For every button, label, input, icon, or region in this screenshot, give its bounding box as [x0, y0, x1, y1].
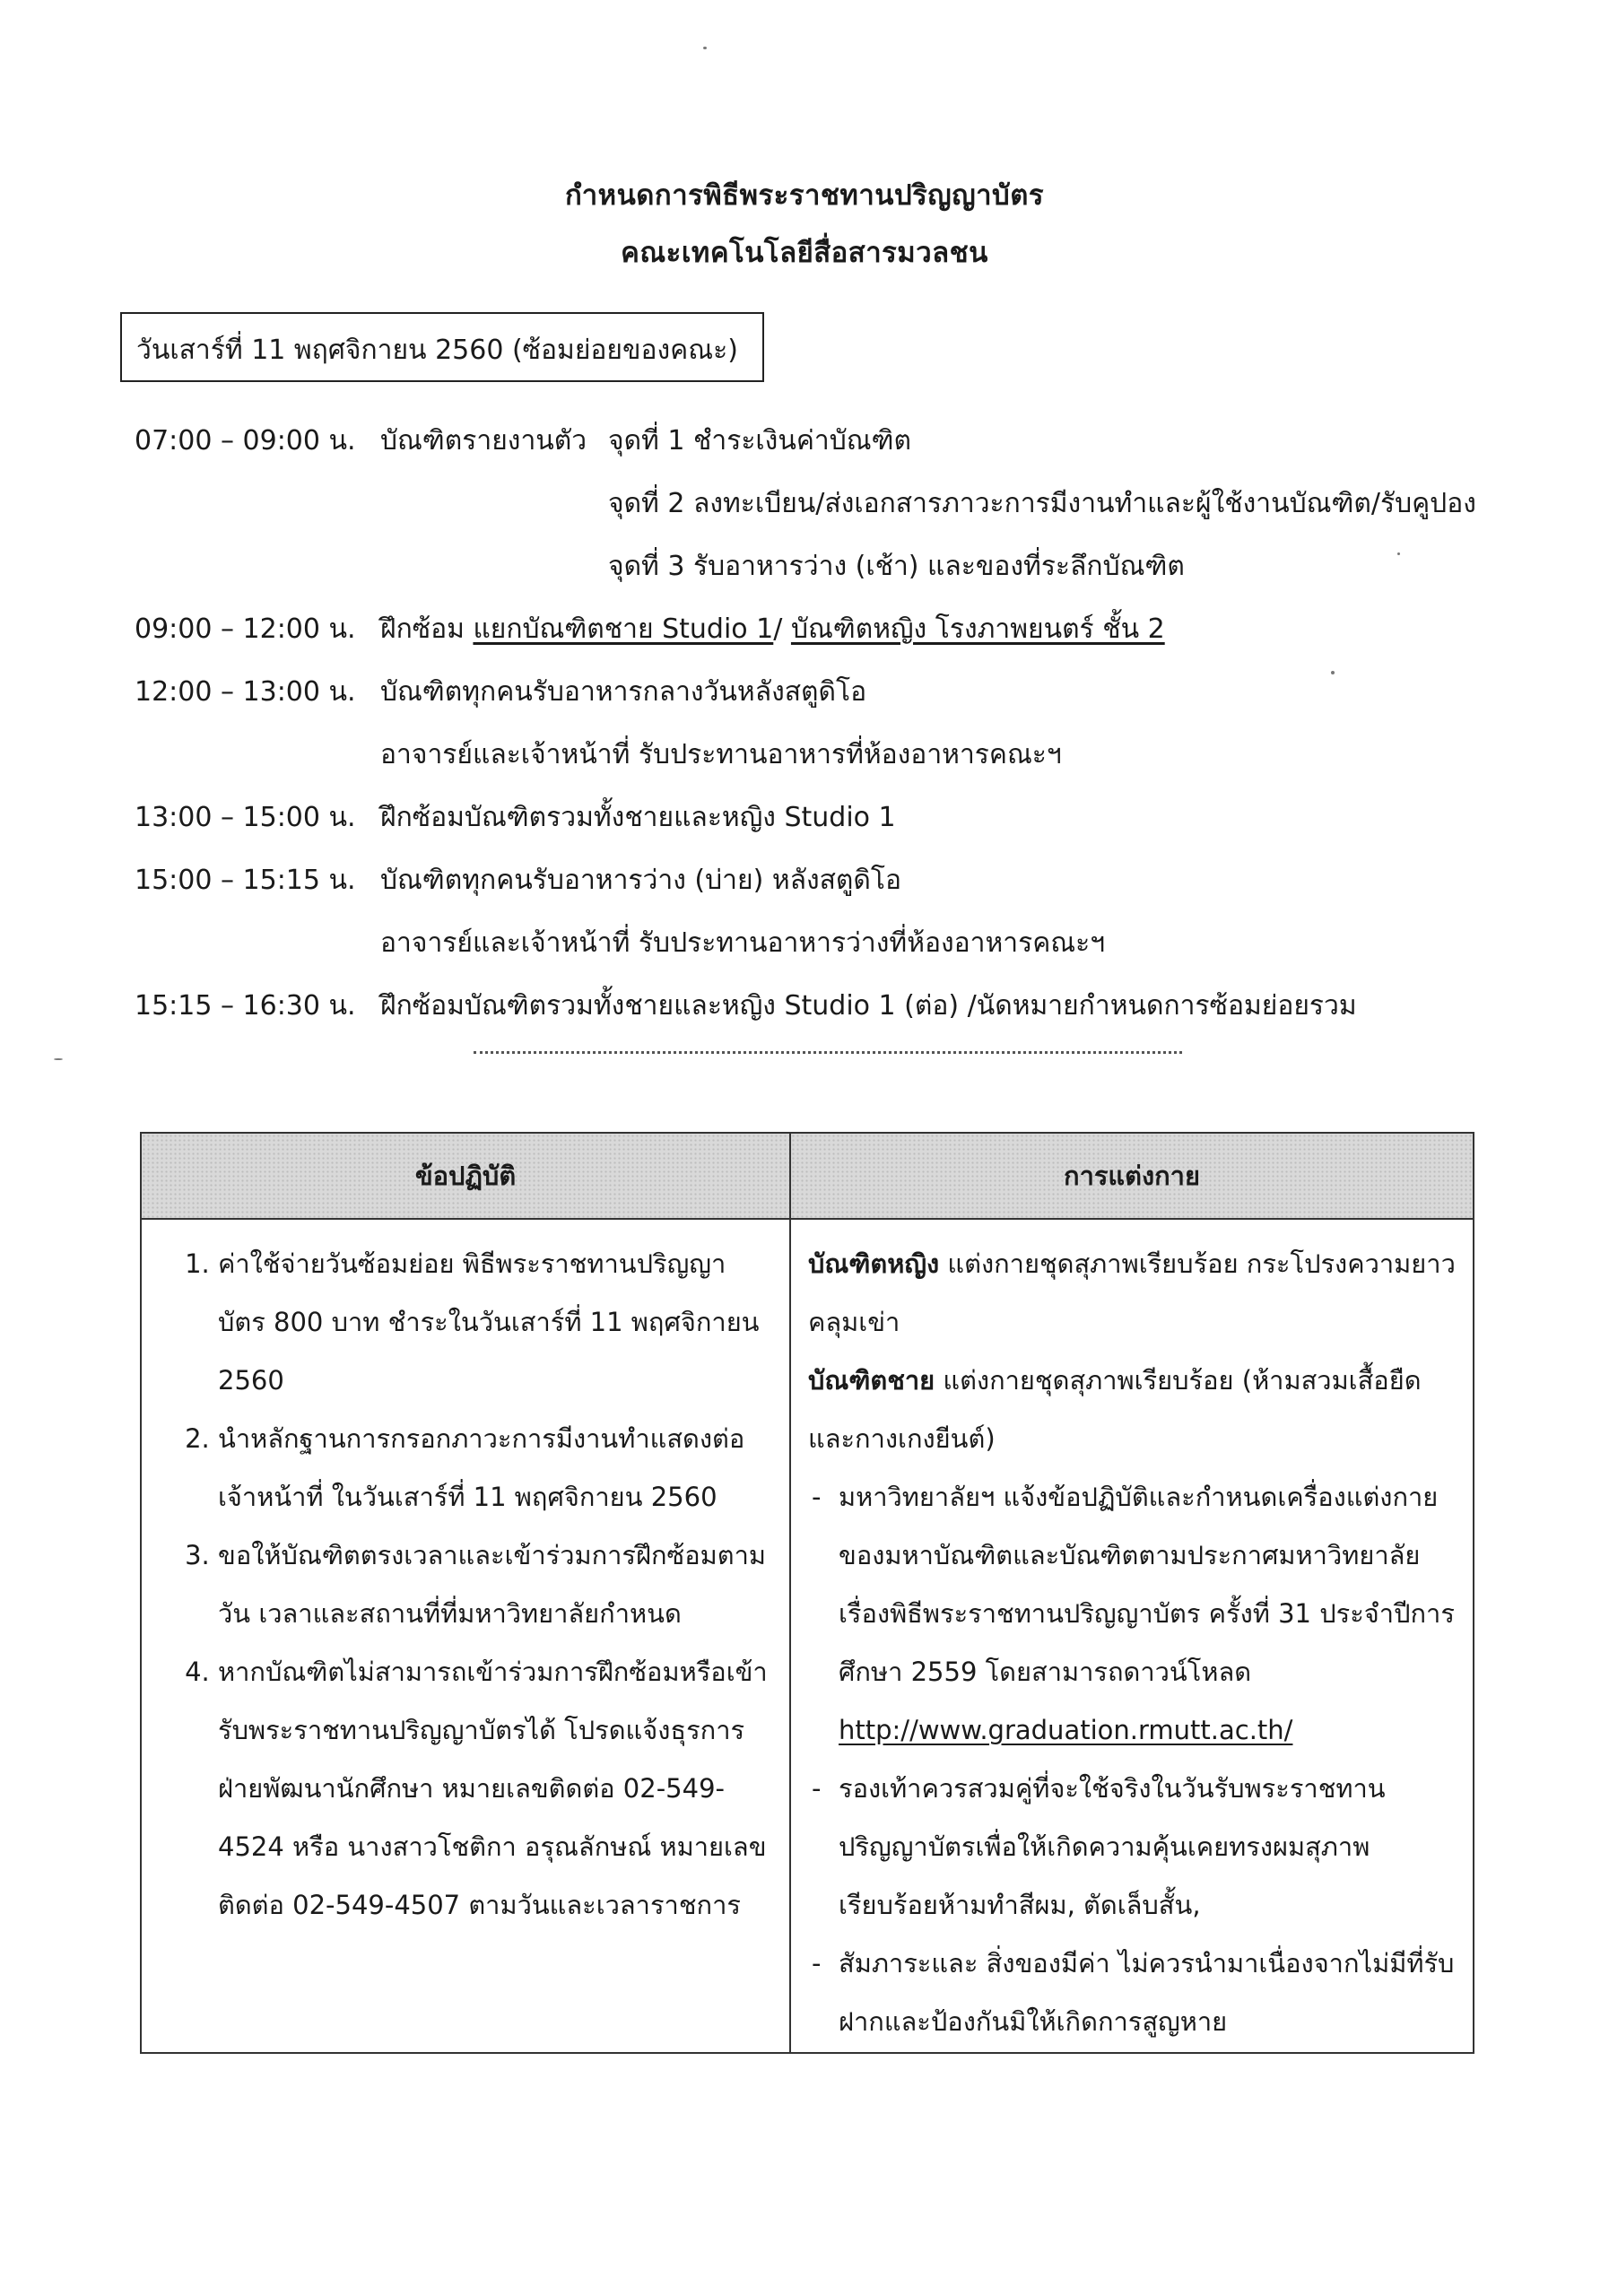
- schedule-row: [135, 420, 1534, 483]
- dress-note: - รองเท้าควรสวมคู่ที่จะใช้จริงในวันรับพระราชทานปริญญาบัตรเพื่อให้เกิดความคุ้นเคยทรงผมสุภาพเรียบร้อยห้ามทำสีผม, ตัดเล็บสั้น,: [808, 1760, 1456, 1935]
- desc-male-location: แยกบัณฑิตชาย Studio 1: [473, 613, 774, 645]
- schedule-desc: ฝึกซ้อมบัณฑิตรวมทั้งชายและหญิง Studio 1: [380, 802, 896, 833]
- schedule-row: [135, 483, 1534, 545]
- schedule-row: [135, 671, 1534, 734]
- document-title: กำหนดการพิธีพระราชทานปริญญาบัตร: [564, 179, 1044, 212]
- schedule-point: จุดที่ 2 ลงทะเบียน/ส่งเอกสารภาวะการมีงานทำและผู้ใช้งานบัณฑิต/รับคูปอง: [608, 488, 1476, 519]
- rules-cell-content: [143, 1221, 788, 1935]
- schedule-desc: บัณฑิตทุกคนรับอาหารว่าง (บ่าย) หลังสตูดิโอ: [380, 865, 902, 896]
- dress-note: - มหาวิทยาลัยฯ แจ้งข้อปฏิบัติและกำหนดเครื่องแต่งกายของมหาบัณฑิตและบัณฑิตตามประกาศมหาวิทยาลัยเรื่องพิธีพระราชทานปริญญาบัตร ครั้งที่ 31 ประจำปีการศึกษา 2559 โดยสามารถดาวน์โหลด: [808, 1468, 1456, 1701]
- header-dress: การแต่งกาย: [790, 1133, 1474, 1219]
- rules-table: [140, 1132, 1474, 2054]
- schedule-desc: บัณฑิตทุกคนรับอาหารกลางวันหลังสตูดิโอ: [380, 676, 867, 708]
- schedule-desc: อาจารย์และเจ้าหน้าที่ รับประทานอาหารที่ห้องอาหารคณะฯ: [380, 739, 1062, 770]
- dress-female: [808, 1235, 1456, 1352]
- schedule-row: [135, 734, 1534, 796]
- download-link[interactable]: http://www.graduation.rmutt.ac.th/: [839, 1715, 1293, 1745]
- table-body-row: [141, 1219, 1474, 2053]
- schedule-desc: [380, 608, 1165, 650]
- date-box: วันเสาร์ที่ 11 พฤศจิกายน 2560 (ซ้อมย่อยของคณะ): [120, 312, 764, 382]
- schedule-row: [135, 796, 1534, 859]
- dotted-divider: [474, 1051, 1182, 1054]
- dress-female-label: บัณฑิตหญิง: [808, 1248, 940, 1279]
- dress-note: - สัมภาระและ สิ่งของมีค่า ไม่ควรนำมาเนื่องจากไม่มีที่รับฝากและป้องกันมิให้เกิดการสูญหาย: [808, 1935, 1456, 2051]
- scan-speck: [703, 47, 707, 49]
- schedule-row: [135, 985, 1534, 1048]
- dress-cell-content: [792, 1221, 1472, 2051]
- schedule-point: จุดที่ 3 รับอาหารว่าง (เช้า) และของที่ระลึกบัณฑิต: [608, 551, 1185, 582]
- dress-female-text: แต่งกายชุดสุภาพเรียบร้อย กระโปรงความยาวคลุมเข่า: [808, 1248, 1456, 1337]
- schedule-row: [135, 608, 1534, 671]
- schedule: [135, 420, 1534, 1048]
- scan-speck: [1331, 671, 1335, 674]
- dress-cell: [790, 1219, 1474, 2053]
- desc-separator: /: [773, 613, 791, 645]
- rule-item: 3. ขอให้บัณฑิตตรงเวลาและเข้าร่วมการฝึกซ้อมตามวัน เวลาและสถานที่ที่มหาวิทยาลัยกำหนด: [218, 1526, 772, 1643]
- schedule-point: จุดที่ 1 ชำระเงินค่าบัณฑิต: [608, 425, 912, 457]
- schedule-time: 15:00 – 15:15 น.: [135, 865, 356, 896]
- scan-speck: [1397, 552, 1400, 555]
- schedule-desc: อาจารย์และเจ้าหน้าที่ รับประทานอาหารว่างที่ห้องอาหารคณะฯ: [380, 927, 1106, 959]
- schedule-time: 07:00 – 09:00 น.: [135, 425, 356, 457]
- schedule-time: 13:00 – 15:00 น.: [135, 802, 356, 833]
- rule-item: 4. หากบัณฑิตไม่สามารถเข้าร่วมการฝึกซ้อมหรือเข้ารับพระราชทานปริญญาบัตรได้ โปรดแจ้งธุรการฝ่ายพัฒนานักศึกษา หมายเลขติดต่อ 02-549-4524 หรือ นางสาวโชติกา อรุณลักษณ์ หมายเลขติดต่อ 02-549-4507 ตามวันและเวลาราชการ: [218, 1643, 772, 1935]
- schedule-desc: บัณฑิตรายงานตัว: [380, 425, 587, 457]
- schedule-time: 09:00 – 12:00 น.: [135, 613, 356, 645]
- schedule-desc: ฝึกซ้อมบัณฑิตรวมทั้งชายและหญิง Studio 1 (ต่อ) /นัดหมายกำหนดการซ้อมย่อยรวม: [380, 990, 1357, 1022]
- dress-male-text: แต่งกายชุดสุภาพเรียบร้อย (ห้ามสวมเสื้อยืดและกางเกงยีนต์): [808, 1365, 1422, 1454]
- rule-item: 2. นำหลักฐานการกรอกภาวะการมีงานทำแสดงต่อเจ้าหน้าที่ ในวันเสาร์ที่ 11 พฤศจิกายน 2560: [218, 1410, 772, 1526]
- schedule-time: 12:00 – 13:00 น.: [135, 676, 356, 708]
- header-rules: ข้อปฏิบัติ: [141, 1133, 790, 1219]
- schedule-row: [135, 859, 1534, 922]
- desc-prefix: ฝึกซ้อม: [380, 613, 474, 645]
- dress-male: [808, 1352, 1456, 1468]
- schedule-row: [135, 545, 1534, 608]
- schedule-row: [135, 922, 1534, 985]
- rule-item: 1. ค่าใช้จ่ายวันซ้อมย่อย พิธีพระราชทานปริญญาบัตร 800 บาท ชำระในวันเสาร์ที่ 11 พฤศจิกายน 2560: [218, 1235, 772, 1410]
- rules-list: [162, 1235, 772, 1935]
- faculty-name: คณะเทคโนโลยีสื่อสารมวลชน: [621, 237, 988, 269]
- rules-cell: [141, 1219, 790, 2053]
- desc-female-location: บัณฑิตหญิง โรงภาพยนตร์ ชั้น 2: [790, 613, 1165, 645]
- dress-male-label: บัณฑิตชาย: [808, 1365, 935, 1396]
- schedule-time: 15:15 – 16:30 น.: [135, 990, 356, 1022]
- scan-speck: [54, 1058, 63, 1060]
- table-header-row: [141, 1133, 1474, 1219]
